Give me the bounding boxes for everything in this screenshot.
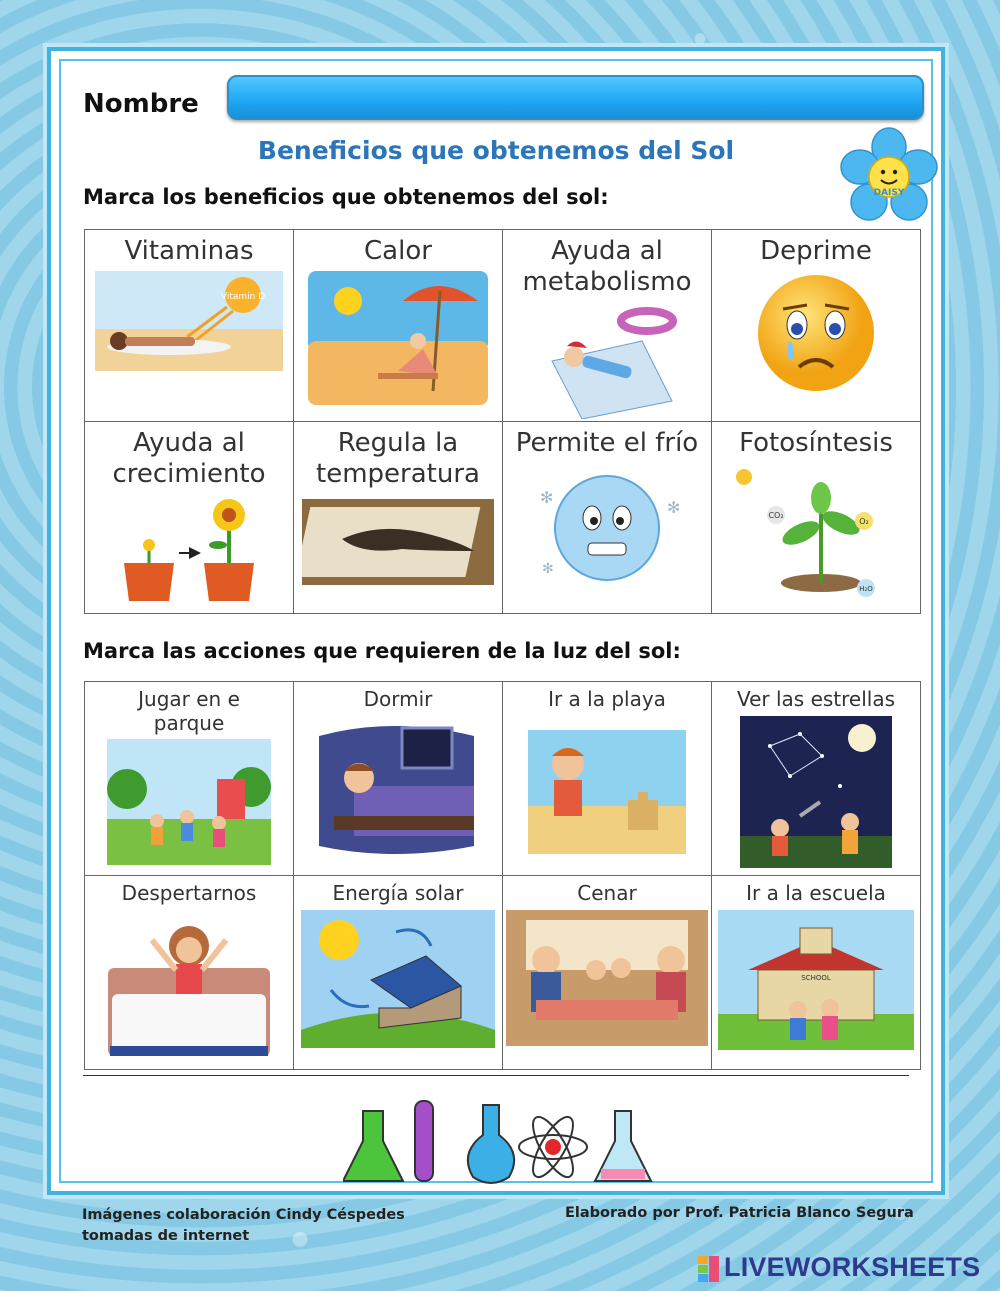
beach-heat-image — [308, 271, 488, 405]
action-cell-playa[interactable] — [503, 682, 712, 876]
sad-crying-face-image — [741, 271, 891, 395]
action-cell-escuela[interactable] — [712, 876, 921, 1070]
benefit-label: Ayuda al metabolismo — [522, 236, 692, 297]
benefit-cell-deprime[interactable] — [712, 230, 921, 422]
credit-left-line1: Imágenes colaboración Cindy Céspedes — [82, 1207, 405, 1223]
benefit-cell-crecimiento[interactable] — [85, 422, 294, 614]
frozen-ball-image — [522, 463, 692, 593]
benefit-cell-calor[interactable] — [294, 230, 503, 422]
benefit-label: Fotosíntesis — [739, 428, 893, 458]
credit-left — [82, 1205, 405, 1247]
benefits-grid — [84, 229, 921, 614]
action-label: Ir a la escuela — [746, 881, 886, 905]
svg-text:CO₂: CO₂ — [768, 510, 784, 520]
family-dinner-image — [506, 910, 708, 1046]
benefit-label: Regula la temperatura — [316, 428, 480, 489]
credit-left-line2: tomadas de internet — [82, 1228, 250, 1245]
kids-playing-park-image — [107, 739, 271, 865]
photosynthesis-plant-image — [726, 463, 906, 603]
svg-text:✻: ✻ — [667, 497, 681, 517]
benefit-label: Ayuda al crecimiento — [112, 428, 266, 489]
action-cell-dormir[interactable] — [294, 682, 503, 876]
benefit-cell-fotosintesis[interactable] — [712, 422, 921, 614]
child-on-beach-towel-image — [532, 301, 682, 419]
benefit-label: Deprime — [760, 236, 872, 266]
benefit-cell-frio[interactable] — [503, 422, 712, 614]
sunbathing-vitamin-d-image — [95, 271, 283, 371]
daisy-logo-icon — [839, 127, 939, 227]
benefit-label: Vitaminas — [124, 236, 254, 266]
svg-text:Vitamin D: Vitamin D — [220, 291, 266, 302]
growing-flower-pots-image — [114, 493, 264, 605]
action-label: Ver las estrellas — [736, 687, 896, 711]
name-input[interactable] — [227, 75, 924, 120]
credit-right: Elaborado por Prof. Patricia Blanco Segura — [565, 1205, 914, 1221]
action-cell-estrellas[interactable] — [712, 682, 921, 876]
stargazing-kids-image — [740, 716, 892, 868]
boy-sandcastle-image — [528, 730, 686, 854]
liveworksheets-logo-icon — [698, 1256, 720, 1282]
benefit-cell-vitaminas[interactable] — [85, 230, 294, 422]
solar-house-image — [301, 910, 495, 1048]
instruction-actions: Marca las acciones que requieren de la luz del sol: — [83, 639, 681, 663]
action-label: Dormir — [363, 687, 433, 711]
action-cell-cenar[interactable] — [503, 876, 712, 1070]
benefit-label: Permite el frío — [515, 428, 699, 458]
action-label: Cenar — [577, 881, 637, 905]
svg-text:✻: ✻ — [540, 487, 554, 507]
svg-text:✻: ✻ — [542, 560, 554, 577]
instruction-benefits: Marca los beneficios que obtenemos del sol: — [83, 185, 609, 209]
benefit-cell-temperatura[interactable] — [294, 422, 503, 614]
actions-grid — [84, 681, 921, 1070]
worksheet — [47, 47, 945, 1195]
lab-flasks-icon — [343, 1091, 663, 1191]
name-label: Nombre — [83, 89, 199, 119]
boy-sleeping-image — [314, 716, 482, 862]
school-kids-image — [718, 910, 914, 1050]
svg-text:O₂: O₂ — [859, 516, 869, 526]
girl-waking-up-image — [100, 910, 278, 1060]
action-cell-energia-solar[interactable] — [294, 876, 503, 1070]
action-label: Energía solar — [332, 881, 464, 905]
benefit-label: Calor — [364, 236, 432, 266]
liveworksheets-brand[interactable]: LIVEWORKSHEETS — [724, 1252, 981, 1282]
action-cell-parque[interactable] — [85, 682, 294, 876]
action-label: Despertarnos — [121, 881, 257, 905]
action-cell-despertarnos[interactable] — [85, 876, 294, 1070]
divider — [83, 1075, 909, 1076]
action-label: Ir a la playa — [548, 687, 666, 711]
lizard-in-sun-image — [302, 499, 494, 585]
action-label: Jugar en e parque — [138, 687, 240, 735]
svg-text:H₂O: H₂O — [859, 584, 873, 593]
page-title: Beneficios que obtenemos del Sol — [257, 136, 735, 165]
svg-text:SCHOOL: SCHOOL — [801, 973, 831, 982]
benefit-cell-metabolismo[interactable] — [503, 230, 712, 422]
worksheet-frame — [59, 59, 933, 1183]
daisy-logo-text: DAISY — [873, 188, 905, 198]
